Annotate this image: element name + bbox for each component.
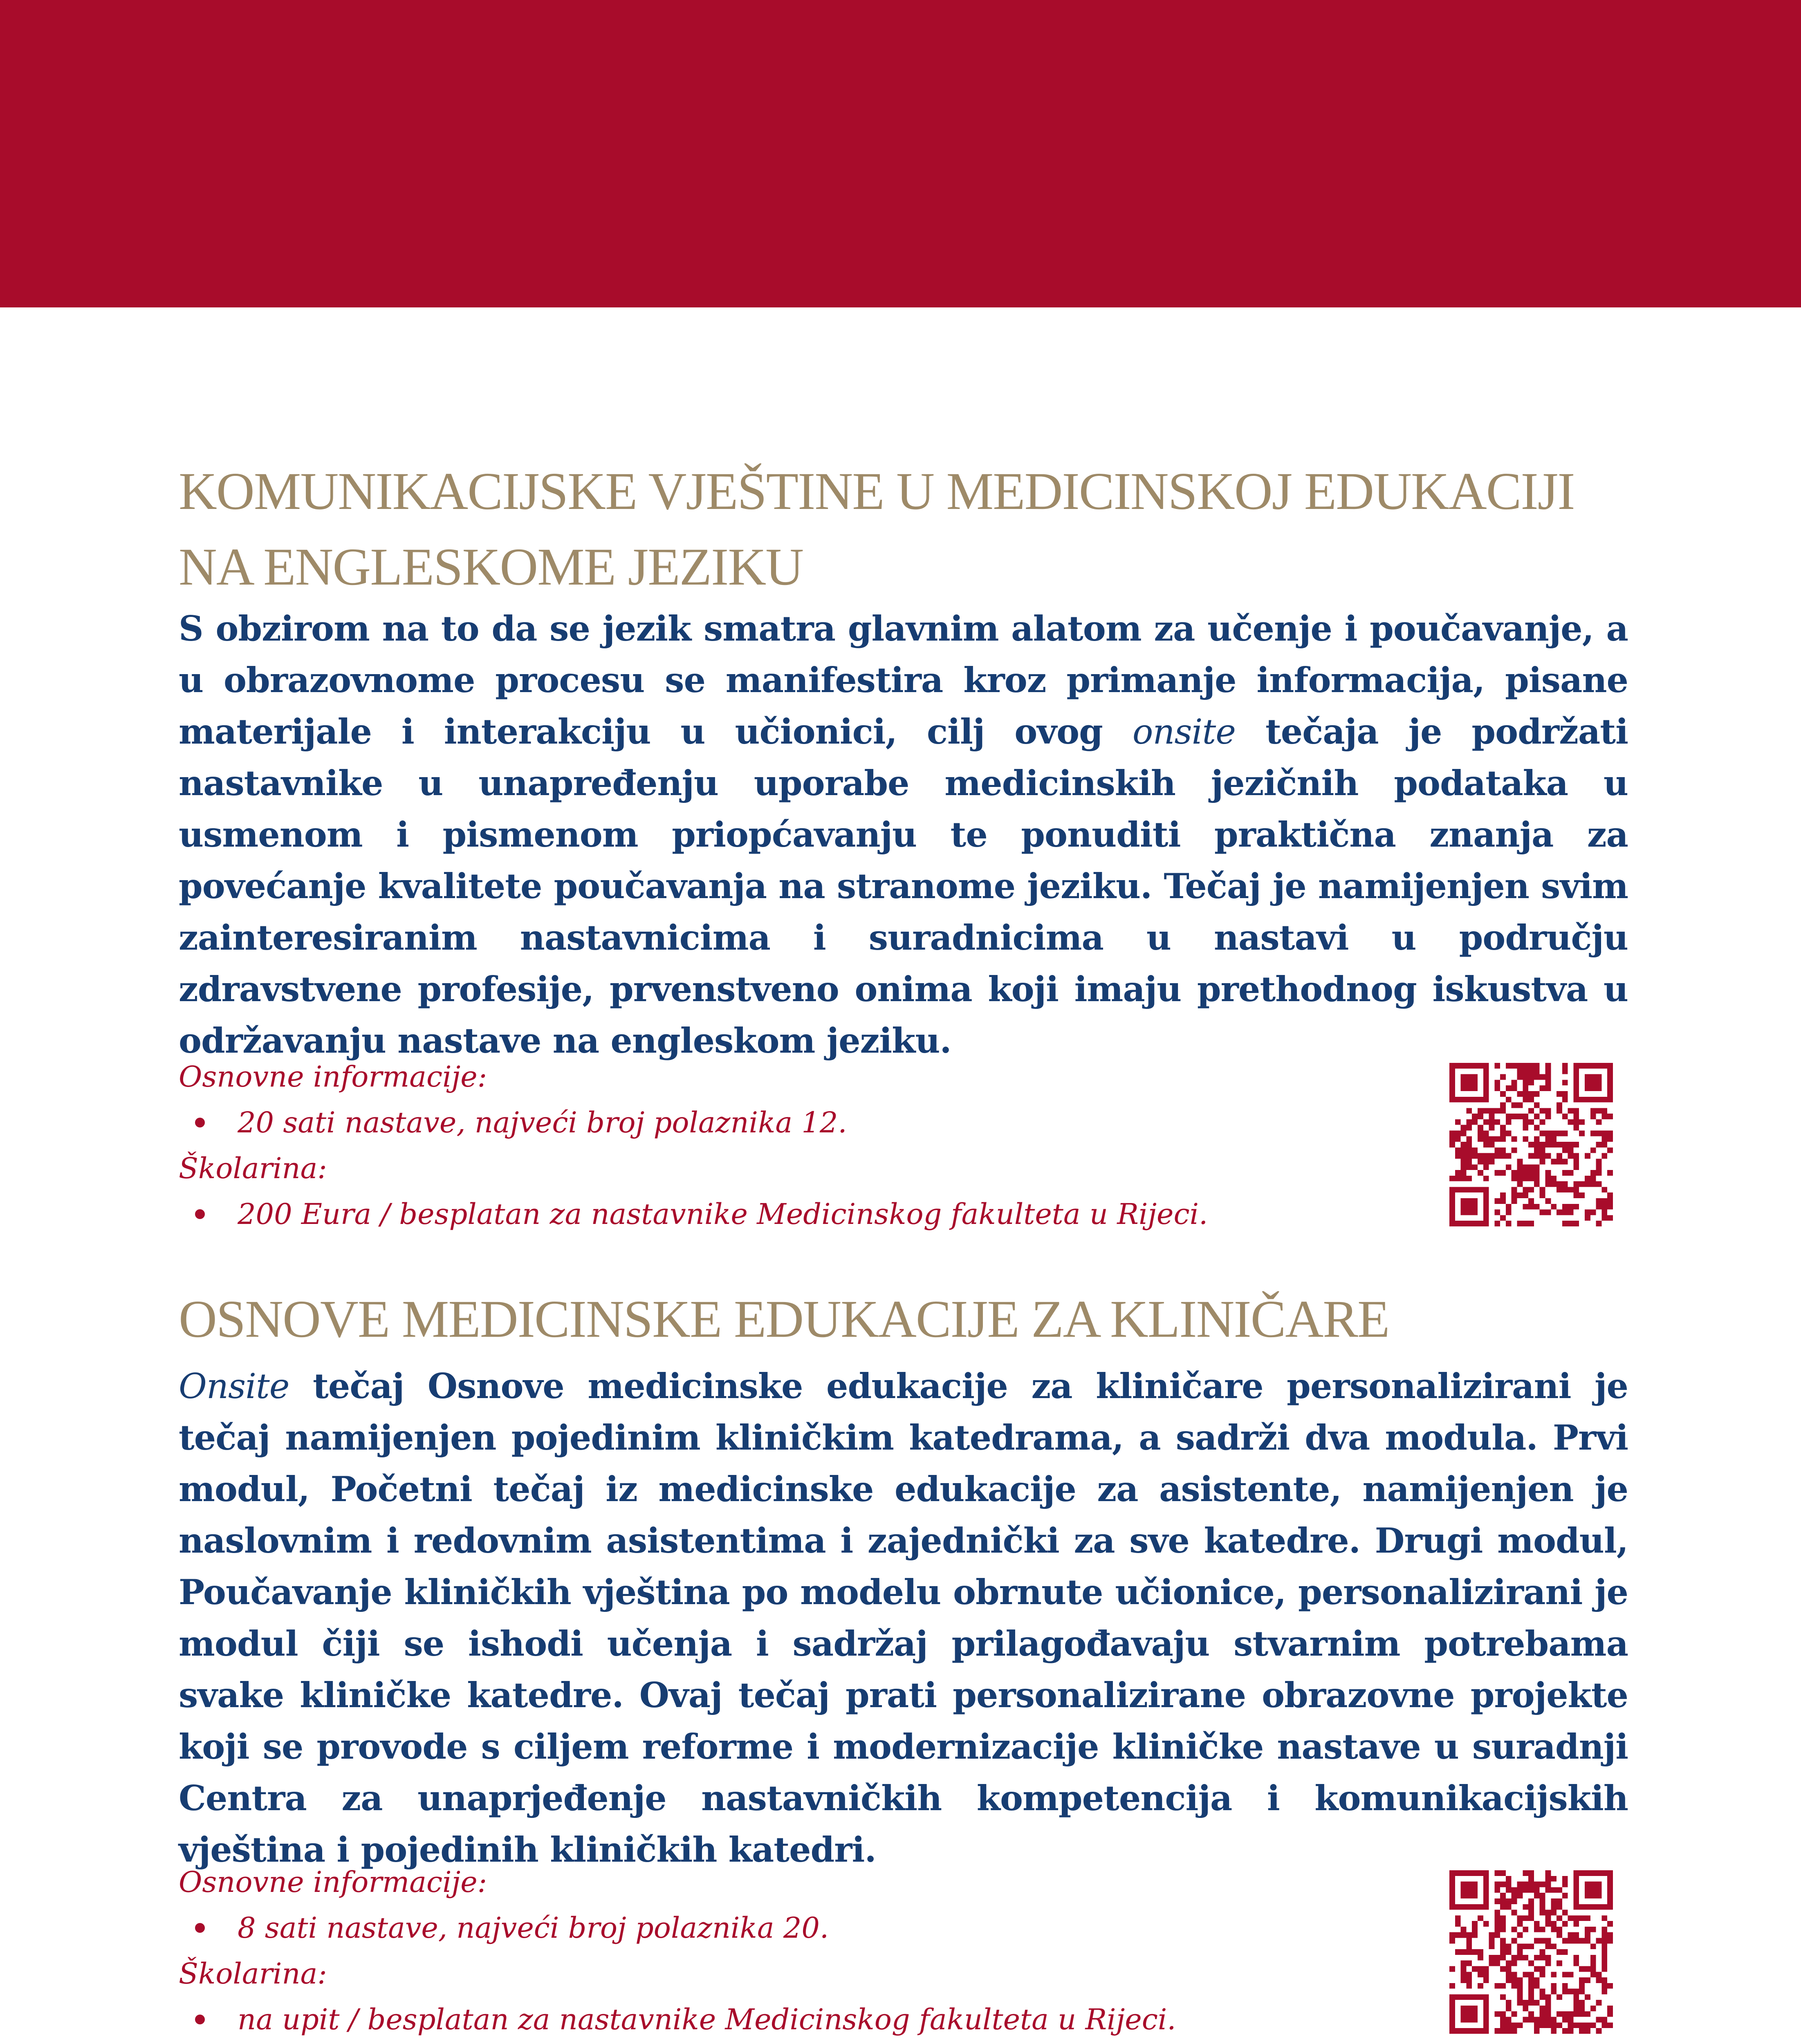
fee-item-text: na upit / besplatan za nastavnike Medicinskog fakulteta u Rijeci. bbox=[238, 2003, 1176, 2036]
fee-item-text: 200 Eura / besplatan za nastavnike Medicinskog fakulteta u Rijeci. bbox=[238, 1197, 1208, 1231]
info-item-text: 8 sati nastave, najveći broj polaznika 20. bbox=[238, 1911, 829, 1945]
qr-code-icon[interactable] bbox=[1449, 1063, 1613, 1226]
fee-label: Školarina: bbox=[179, 1152, 327, 1185]
info-list-item bbox=[179, 1100, 1405, 1145]
bullet-icon bbox=[195, 1118, 205, 1127]
description-text: tečaj Osnove medicinske edukacije za kliničare personalizirani je tečaj namijenjen pojedinim kliničkim katedrama, a sadrži dva modula. Prvi modul, Početni tečaj iz medicinske edukacije za asistente, namijenjen je naslovnim i redovnim asistentima i zajednički za sve katedre. Drugi modul, Poučavanje kliničkih vještina po modelu obrnute učionice, personalizirani je modul čiji se ishodi učenja i sadržaj prilagođavaju stvarnim potrebama svake kliničke katedre. Ovaj tečaj prati personalizirane obrazovne projekte koji se provode s ciljem reforme i modernizacije kliničke nastave u suradnji Centra za unaprjeđenje nastavničkih kompetencija i komunikacijskih vještina i pojedinih kliničkih katedri. bbox=[179, 1366, 1628, 1870]
course-info-block bbox=[179, 1859, 1405, 2042]
bullet-icon bbox=[195, 1923, 205, 1933]
fee-label: Školarina: bbox=[179, 1957, 327, 1990]
section-description bbox=[179, 603, 1628, 1067]
section-title-line2: NA ENGLESKOME JEZIKU bbox=[179, 538, 803, 596]
info-label: Osnovne informacije: bbox=[179, 1865, 487, 1899]
info-item-text: 20 sati nastave, najveći broj polaznika 12. bbox=[238, 1106, 847, 1139]
header-band bbox=[0, 0, 1801, 307]
section-description bbox=[179, 1360, 1628, 1876]
bullet-icon bbox=[195, 1209, 205, 1219]
description-text-cont: tečaja je podržati nastavnike u unapređenju uporabe medicinskih jezičnih podataka u usmenom i pismenom priopćavanju te ponuditi praktična znanja za povećanje kvalitete poučavanja na stranome jeziku. Tečaj je namijenjen svim zainteresiranim nastavnicima i suradnicima u nastavi u području zdravstvene profesije, prvenstveno onima koji imaju prethodnog iskustva u održavanju nastave na engleskom jeziku. bbox=[179, 711, 1628, 1061]
fee-list-item bbox=[179, 1997, 1405, 2042]
section-title-communication-skills bbox=[179, 454, 1628, 605]
section-title-medical-education: OSNOVE MEDICINSKE EDUKACIJE ZA KLINIČARE bbox=[179, 1290, 1389, 1349]
description-emphasis: Onsite bbox=[179, 1366, 289, 1406]
section-title-line1: KOMUNIKACIJSKE VJEŠTINE U MEDICINSKOJ EDUKACIJI bbox=[179, 462, 1574, 521]
description-emphasis: onsite bbox=[1132, 712, 1236, 752]
info-label: Osnovne informacije: bbox=[179, 1060, 487, 1094]
fee-list-item bbox=[179, 1191, 1405, 1237]
qr-code-icon[interactable] bbox=[1449, 1870, 1613, 2034]
bullet-icon bbox=[195, 2015, 205, 2024]
description-text: S obzirom na to da se jezik smatra glavnim alatom za učenje i poučavanje, a u obrazovnome procesu se manifestira kroz primanje informacija, pisane materijale i interakciju u učionici, cilj ovog bbox=[179, 608, 1628, 752]
info-list-item bbox=[179, 1905, 1405, 1951]
course-info-block bbox=[179, 1054, 1405, 1237]
